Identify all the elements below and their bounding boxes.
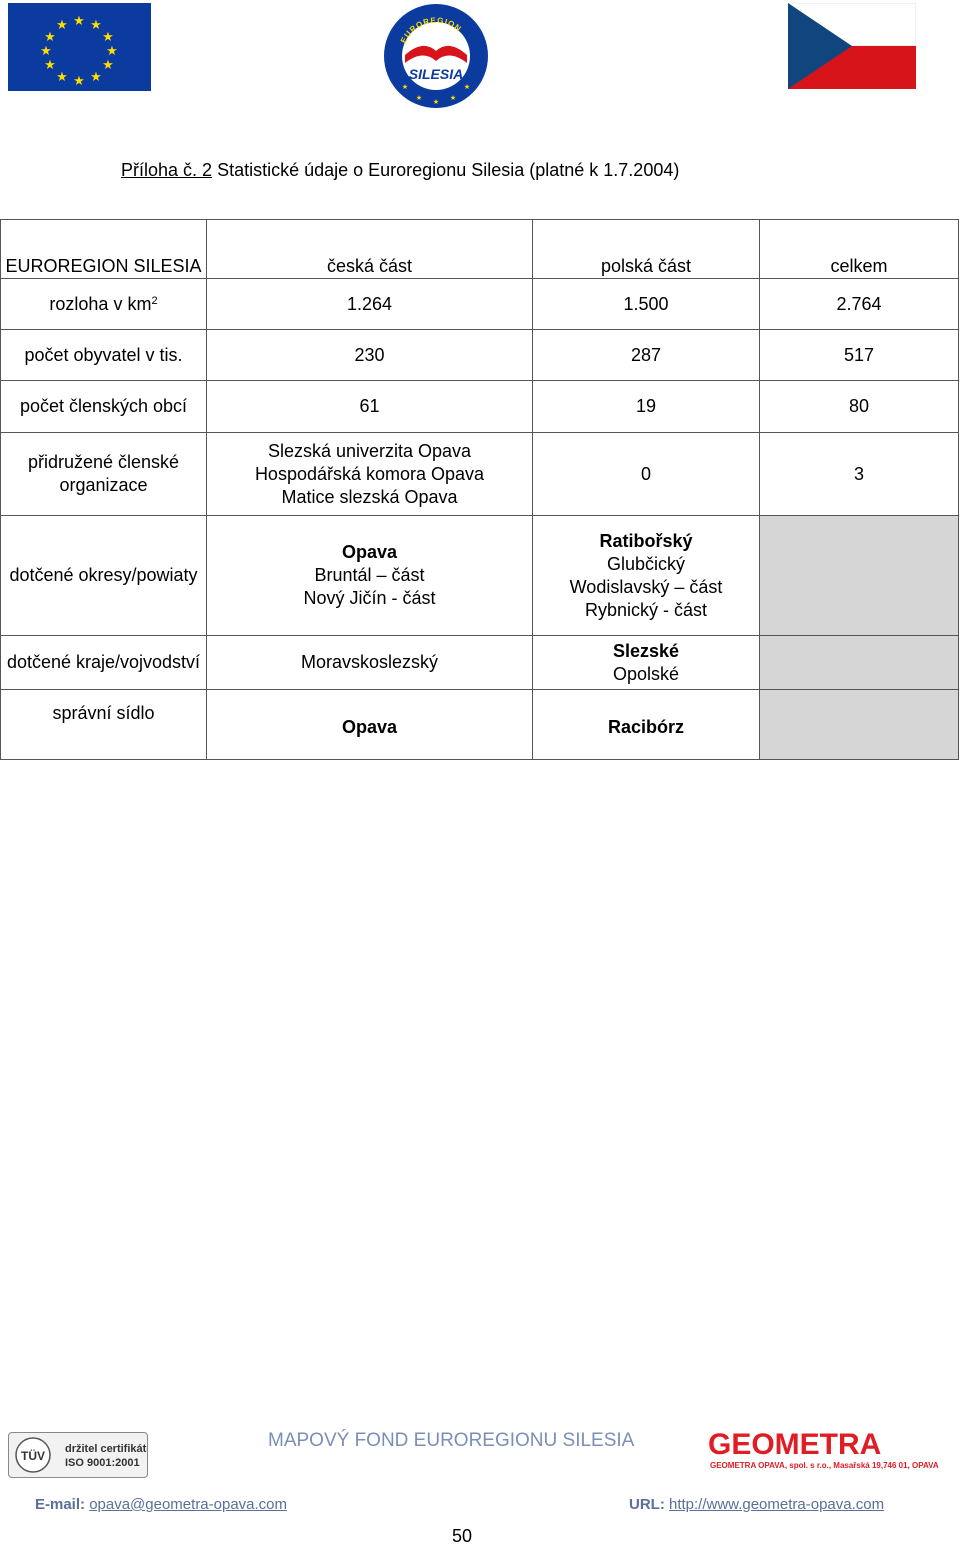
districts-label: dotčené okresy/powiaty <box>1 516 207 636</box>
tuv-certificate-logo <box>8 1432 148 1478</box>
svg-text:★: ★ <box>90 18 102 33</box>
eu-flag-logo <box>8 3 151 91</box>
associated-polish: 0 <box>533 433 760 516</box>
svg-text:★: ★ <box>102 30 114 45</box>
svg-text:★: ★ <box>40 44 52 59</box>
svg-text:★: ★ <box>102 58 114 73</box>
svg-text:★: ★ <box>432 98 440 106</box>
associated-czech-item: Hospodářská komora Opava <box>254 463 485 484</box>
header-total: celkem <box>760 220 959 279</box>
svg-text:★: ★ <box>56 18 68 33</box>
districts-czech <box>207 516 533 636</box>
tuv-mark-text: TÜV <box>21 1449 45 1463</box>
svg-text:★: ★ <box>106 44 118 59</box>
svg-text:★: ★ <box>73 74 85 89</box>
header-region: EUROREGION SILESIA <box>1 220 207 279</box>
table-row-seat <box>1 690 959 760</box>
silesia-logo-ring-text: EUROREGION <box>398 15 464 45</box>
regions-polish-item: Opolské <box>612 663 680 684</box>
geometra-logo-address: GEOMETRA OPAVA, spol. s r.o., Masařská 19,746 01, OPAVA <box>710 1461 939 1470</box>
svg-text:★: ★ <box>56 70 68 85</box>
geometra-logo-name: GEOMETRA <box>708 1428 882 1461</box>
districts-polish-item: Glubčický <box>606 553 686 574</box>
districts-total-empty <box>760 516 959 636</box>
statistics-table <box>0 219 959 760</box>
email-link[interactable]: opava@geometra-opava.com <box>89 1496 288 1513</box>
seat-label: správní sídlo <box>1 690 207 760</box>
url-label: URL: <box>629 1496 665 1513</box>
seat-czech: Opava <box>207 690 533 760</box>
url-link[interactable]: http://www.geometra-opava.com <box>669 1496 885 1513</box>
associated-czech <box>207 433 533 516</box>
table-row-regions <box>1 636 959 690</box>
regions-total-empty <box>760 636 959 690</box>
area-czech: 1.264 <box>207 279 533 330</box>
svg-text:★: ★ <box>44 30 56 45</box>
table-row-associated <box>1 433 959 516</box>
area-total: 2.764 <box>760 279 959 330</box>
euroregion-silesia-logo <box>383 3 489 109</box>
header-polish: polská část <box>533 220 760 279</box>
districts-czech-item: Bruntál – část <box>314 565 425 585</box>
table-header-row <box>1 220 959 279</box>
table-row-districts <box>1 516 959 636</box>
area-label <box>1 279 207 330</box>
regions-czech: Moravskoslezský <box>207 636 533 690</box>
districts-czech-item: Nový Jičín - část <box>303 588 436 608</box>
area-label-sup: 2 <box>151 294 158 307</box>
municipalities-label: počet členských obcí <box>1 381 207 433</box>
silesia-logo-text: SILESIA <box>408 66 464 82</box>
districts-polish-item: Wodislavský – část <box>569 576 723 597</box>
population-total: 517 <box>760 330 959 381</box>
associated-label: přidružené členské organizace <box>1 433 207 516</box>
population-label: počet obyvatel v tis. <box>1 330 207 381</box>
area-label-text: rozloha v km <box>49 293 152 314</box>
svg-text:★: ★ <box>463 83 471 91</box>
footer-email <box>35 1496 287 1513</box>
regions-label: dotčené kraje/vojvodství <box>1 636 207 690</box>
svg-text:★: ★ <box>73 14 85 29</box>
municipalities-polish: 19 <box>533 381 760 433</box>
population-polish: 287 <box>533 330 760 381</box>
eu-stars-icon <box>8 3 151 91</box>
svg-text:★: ★ <box>415 94 423 102</box>
tuv-line1: držitel certifikátu <box>65 1443 147 1455</box>
table-row-municipalities <box>1 381 959 433</box>
districts-polish-main: Ratibořský <box>599 530 693 551</box>
municipalities-czech: 61 <box>207 381 533 433</box>
districts-polish-item: Rybnický - část <box>584 599 708 620</box>
regions-polish-main: Slezské <box>612 640 680 661</box>
districts-polish <box>533 516 760 636</box>
seat-total-empty <box>760 690 959 760</box>
title-text: Statistické údaje o Euroregionu Silesia (platné k 1.7.2004) <box>217 160 680 180</box>
associated-total: 3 <box>760 433 959 516</box>
tuv-line2: ISO 9001:2001 <box>65 1457 140 1469</box>
footer-url <box>629 1496 884 1513</box>
footer-caption: MAPOVÝ FOND EUROREGIONU SILESIA <box>268 1430 635 1451</box>
page-title <box>121 160 679 181</box>
districts-czech-main: Opava <box>341 542 398 562</box>
czech-flag-logo <box>788 3 916 89</box>
table-row-population <box>1 330 959 381</box>
svg-text:★: ★ <box>449 94 457 102</box>
associated-czech-item: Matice slezská Opava <box>281 486 458 507</box>
seat-polish: Racibórz <box>533 690 760 760</box>
page-number: 50 <box>452 1526 473 1546</box>
regions-polish <box>533 636 760 690</box>
svg-text:★: ★ <box>44 58 56 73</box>
svg-text:★: ★ <box>90 70 102 85</box>
municipalities-total: 80 <box>760 381 959 433</box>
table-row-area <box>1 279 959 330</box>
email-label: E-mail: <box>35 1496 86 1513</box>
associated-czech-item: Slezská univerzita Opava <box>267 440 472 461</box>
header-czech: česká část <box>207 220 533 279</box>
svg-text:★: ★ <box>401 83 409 91</box>
area-polish: 1.500 <box>533 279 760 330</box>
title-prefix: Příloha č. 2 <box>121 160 213 180</box>
population-czech: 230 <box>207 330 533 381</box>
